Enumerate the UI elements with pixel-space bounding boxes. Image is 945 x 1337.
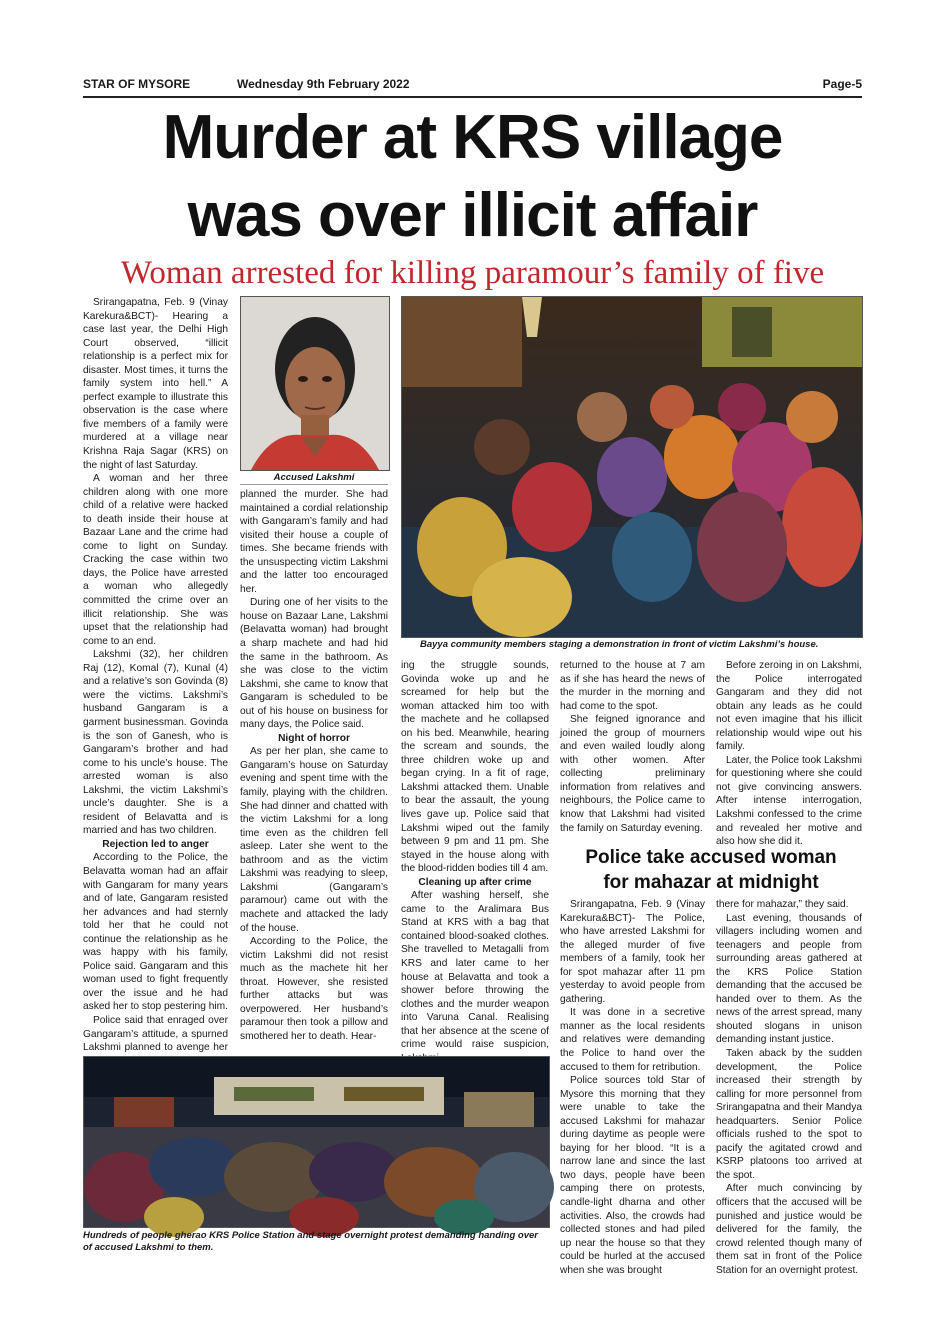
paragraph: After washing herself, she came to the Aralimara Bus Stand at KRS with a bag that contained blood-soaked clothes. She travelled to Metagalli from KRS and later came to her house at Belavatta and took a shower before throwing the clothes and the murder weapon into Varuna Canal. Realising that her absence at the scene of crime would raise suspicion, <box>401 890 549 1051</box>
story-column-4 <box>560 659 705 841</box>
subheadline: Woman arrested for killing paramour’s family of five <box>120 255 825 291</box>
paragraph: After much convincing by officers that the accused will be punished and justice would be delivered for the family, the crowd relented though many of them sat in front of the Police Station for an overnight protest. <box>716 1183 862 1276</box>
side-story-headline-line-2: for mahazar at midnight <box>603 872 819 893</box>
paragraph: there for mahazar,” they said. <box>716 899 849 910</box>
paragraph: Police said that enraged over Gangaram’s attitude, a spurned Lakshmi planned to avenge her <box>83 1014 228 1054</box>
side-story-headline-line-1: Police take accused woman <box>585 847 837 868</box>
issue-date: Wednesday 9th February 2022 <box>237 77 410 91</box>
paragraph: Last evening, thousands of villagers including women and teenagers and people from surrounding areas gathered at the KRS Police Station demanding that the accused be handed over to them. As the news of the arrest spread, many shouted slogans in unison demanding instant justice. <box>716 912 862 1046</box>
headline-line-2: was over illicit affair <box>187 181 758 250</box>
paragraph: According to the Police, the victim Lakshmi did not resist much as the machete hit her throat. However, she resisted further attacks but was overpowered. Her husband’s paramour then took a pillow and smothered her to death. Hear- <box>240 936 388 1042</box>
story-column-1 <box>83 296 228 1054</box>
crowd-caption: Hundreds of people gherao KRS Police Station and stage overnight protest demanding handing over of accused Lakshmi to them. <box>83 1230 538 1253</box>
accused-portrait-image <box>241 297 389 470</box>
story-column-3 <box>401 659 549 1053</box>
crosshead-night: Night of horror <box>278 732 350 744</box>
masthead <box>83 77 862 95</box>
paragraph: Srirangapatna, Feb. 9 (Vinay Karekura&BCT)- Hearing a case last year, the Delhi High Court observed, “illicit relationship is a perfect mix for disaster. Most times, it turns the family system into hell.” A perfect example to illustrate this observation is the case where five members of a family were murdered at a village near Krishna Raja Sagar (KRS) on the night of last Saturday. <box>83 297 228 471</box>
accused-caption: Accused Lakshmi <box>240 472 388 485</box>
paragraph: Taken aback by the sudden development, the Police increased their strength by calling for more personnel from Srirangapatna and their Mandya headquarters. Senior Police officials rushed to the spot to pacify the agitated crowd and KSRP platoons too arrived at the spot. <box>716 1048 862 1181</box>
paragraph: It was done in a secretive manner as the local residents and relatives were demanding the Police to hand over the accused to them for retribution. <box>560 1007 705 1073</box>
side-story-column-2 <box>716 898 862 1276</box>
paragraph: According to the Police, the Belavatta woman had an affair with Gangaram for many years and of late, Gangaram resisted her advances and had sternly told her that he could not continue the relationship as he was happy with his family, Police said. Gangaram and this woman used to fight frequently over the issue and he had asked her to stop pestering him. <box>83 852 228 1013</box>
newspaper-name: STAR OF MYSORE <box>83 77 191 91</box>
paragraph: During one of her visits to the house on Bazaar Lane, Lakshmi (Belavatta woman) had brought a sharp machete and had hid the same in the bathroom. As she was close to the victim Lakshmi, she came to know that Gangaram is scheduled to be out of his house on business for many days, the Police said. <box>240 597 388 731</box>
accused-photo <box>240 296 390 471</box>
paragraph: She feigned ignorance and joined the group of mourners and even wailed loudly along with other women. After collecting preliminary information from relatives and neighbours, the Police came to know that Lakshmi had visited the family on Saturday evening. <box>560 714 705 834</box>
crosshead-cleaning: Cleaning up after crime <box>418 876 532 888</box>
paragraph: Police sources told Star of Mysore this morning that they were unable to take the accused Lakshmi for mahazar during daytime as people were baying for her blood. “It is a narrow lane and since the last two days, people have been camping there on protests, candle-light dharna and other activities. Also, the crowds had collected stones and had piled up near the house so that they could be hurled at the accused when she was brought <box>560 1075 705 1276</box>
side-story-column-1 <box>560 898 705 1276</box>
demonstration-image <box>402 297 862 637</box>
paragraph: As per her plan, she came to Gangaram’s house on Saturday evening and spent time with the family, playing with the children. She had dinner and chatted with the victim Lakshmi for a long time even as the children fell asleep. Later she went to the bathroom and as the victim Lakshmi was readying to sleep, Lakshmi (Gangaram’s paramour) came out with the machete and attacked the lady of the house. <box>240 746 388 934</box>
masthead-rule <box>83 96 862 98</box>
demonstration-photo <box>401 296 863 638</box>
demonstration-caption: Bayya community members staging a demonstration in front of victim Lakshmi’s house. <box>420 639 819 650</box>
crosshead-rejection: Rejection led to anger <box>102 838 209 850</box>
paragraph: Srirangapatna, Feb. 9 (Vinay Karekura&BCT)- The Police, who have arrested Lakshmi for the alleged murder of five members of a family, took her for spot mahazar after 11 pm yesterday to avoid people from gathering. <box>560 899 705 1005</box>
crowd-image <box>84 1057 549 1227</box>
paragraph: Before zeroing in on Lakshmi, the Police interrogated Gangaram and they did not obtain any leads as he could not even imagine that his illicit relationship would wipe out his family. <box>716 660 862 753</box>
story-column-5 <box>716 659 862 848</box>
headline-line-1: Murder at KRS village <box>162 103 783 172</box>
paragraph: Later, the Police took Lakshmi for questioning where she could not give convincing answers. After intense interrogation, Lakshmi confessed to the crime and revealed her motive and also how she did it. <box>716 754 862 848</box>
paragraph: A woman and her three children along with one more child of a relative were hacked to death inside their house at Bazaar Lane and the crime had come to light on Sunday. Cracking the case within two days, the Police have arrested a woman who allegedly committed the crime over an illicit relationship. She was upset that the relationship had come to an end. <box>83 473 228 647</box>
story-column-2 <box>240 488 388 1054</box>
page-number: Page-5 <box>822 77 862 91</box>
crowd-photo <box>83 1056 550 1228</box>
paragraph: Lakshmi (32), her children Raj (12), Komal (7), Kunal (4) and a relative’s son Govinda (8) were the victims. Lakshmi’s husband Gangaram is a garment businessman. Govinda is the son of Ganesh, who is Gangaram’s brother and had come to his uncle’s house. The arrested woman is also Lakshmi, the victim Lakshmi’s uncle’s daughter. She is a resident of Belavatta and is married and has two children. <box>83 649 228 837</box>
paragraph: returned to the house at 7 am as if she has heard the news of the murder in the morning and had come to the spot. <box>560 660 705 712</box>
paragraph: planned the murder. She had maintained a cordial relationship with Gangaram’s family and had visited their house a couple of times. She became friends with the unsuspecting victim Lakshmi and the latter too encouraged her. <box>240 489 388 595</box>
paragraph: ing the struggle sounds, Govinda woke up and he screamed for help but the woman attacked him too with the machete and he collapsed on his bed. Meanwhile, hearing the scream and sounds, the three children woke up and began crying. In a fit of rage, Lakshmi attacked them. Unable to bear the assault, the young lives gave up. Police said that Lakshmi wiped out the family between 9 pm and 11 pm. She stayed in the house along with the blood-ridden bodies till 4 am. <box>401 660 549 875</box>
